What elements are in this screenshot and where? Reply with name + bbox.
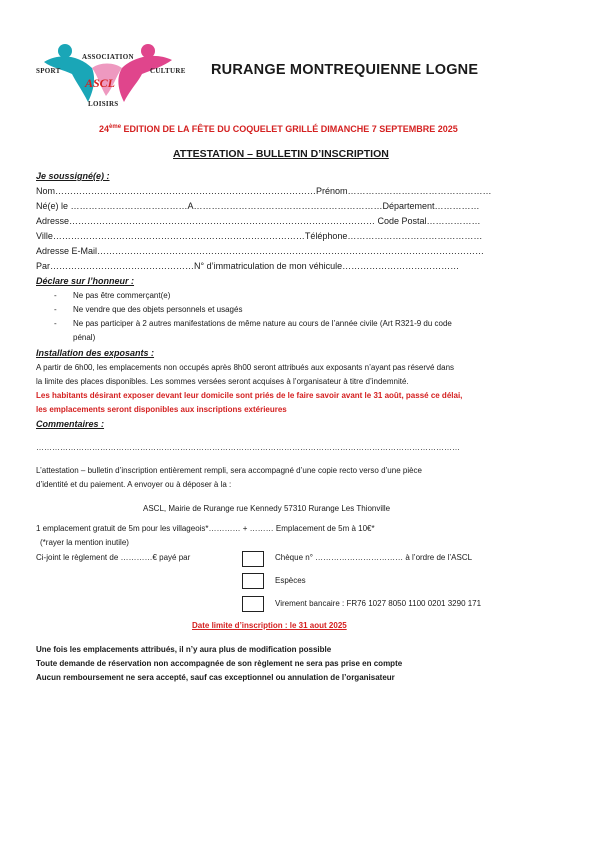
especes-label: Espèces (275, 576, 306, 585)
honneur-bullet: - (54, 305, 57, 314)
form-line-naissance[interactable]: Né(e) le …………………………………A………………………………………………………Département…………… (36, 201, 480, 211)
footer-line: Aucun remboursement ne sera accepté, sauf cas exceptionnel ou annulation de l’organisateur (36, 673, 395, 682)
commentaires-heading: Commentaires : (36, 419, 105, 429)
logo-word-right: CULTURE (150, 67, 186, 75)
honneur-item-continued: pénal) (73, 333, 96, 342)
installation-text: A partir de 6h00, les emplacements non occupés après 8h00 seront attribués aux exposants n’ayant pas réservé dans (36, 363, 455, 372)
honneur-item: Ne pas être commerçant(e) (73, 291, 171, 300)
honneur-bullet: - (54, 319, 57, 328)
form-line-adresse[interactable]: Adresse………………………………………………………………………………………… Code Postal……………… (36, 216, 481, 226)
deadline-notice: Date limite d’inscription : le 31 aout 2025 (192, 621, 347, 630)
logo-word-bottom: LOISIRS (88, 100, 119, 108)
attestation-text: L’attestation – bulletin d’inscription entièrement rempli, sera accompagné d’une copie recto verso d’une pièce (36, 466, 423, 475)
honneur-item: Ne vendre que des objets personnels et usagés (73, 305, 243, 314)
footer-line: Une fois les emplacements attribués, il n’y aura plus de modification possible (36, 645, 332, 654)
virement-checkbox[interactable] (242, 596, 264, 612)
installation-text: la limite des places disponibles. Les sommes versées seront acquises à l’organisateur à titre d’indemnité. (36, 377, 409, 386)
form-line-ville[interactable]: Ville…………………………………………………………………………Téléphone……………………………………… (36, 231, 483, 241)
especes-checkbox[interactable] (242, 573, 264, 589)
honneur-item: Ne pas participer à 2 autres manifestations de même nature au cours de l’année civile (Art R321-9 du code (73, 319, 452, 328)
ascl-logo (30, 38, 190, 116)
document-title: ATTESTATION – BULLETIN D’INSCRIPTION (173, 148, 389, 160)
virement-label: Virement bancaire : FR76 1027 8050 1100 0201 3290 171 (275, 599, 482, 608)
edition-heading (99, 124, 458, 134)
footer-line: Toute demande de réservation non accompagnée de son règlement ne sera pas prise en compte (36, 659, 403, 668)
attestation-text: d’identité et du paiement. A envoyer ou à déposer à la : (36, 480, 232, 489)
form-line-nom[interactable]: Nom……………………………………………………………………………Prénom………………………………………… (36, 186, 492, 196)
installation-warning: les emplacements seront disponibles aux inscriptions extérieures (36, 405, 287, 414)
logo-name: ASCL (85, 76, 116, 90)
soussigne-heading: Je soussigné(e) : (36, 171, 110, 181)
edition-number: 24 (99, 124, 110, 134)
installation-heading: Installation des exposants : (36, 348, 155, 358)
edition-text: EDITION DE LA FÊTE DU COQUELET GRILLÉ DIMANCHE 7 SEPTEMBRE 2025 (121, 124, 458, 134)
emplacement-line[interactable]: 1 emplacement gratuit de 5m pour les villageois*………… + ……… Emplacement de 5m à 10€* (36, 524, 375, 533)
cheque-checkbox[interactable] (242, 551, 264, 567)
cheque-label: Chèque n° …………………………… à l’ordre de l’ASCL (275, 553, 473, 562)
emplacement-note: (*rayer la mention inutile) (40, 538, 129, 547)
commentaires-field[interactable]: …………………………………………………………………………………………………………………………………………… (36, 443, 460, 452)
reglement-line[interactable]: Ci-joint le règlement de …………€ payé par (36, 553, 191, 562)
installation-warning: Les habitants désirant exposer devant leur domicile sont priés de le faire savoir avant le 31 août, passé ce délai, (36, 391, 463, 400)
town-title: RURANGE MONTREQUIENNE LOGNE (211, 62, 479, 78)
form-line-immatriculation[interactable]: Par…………………………………………N° d’immatriculation de mon véhicule………………………………… (36, 261, 460, 271)
logo-word-left: SPORT (36, 67, 61, 75)
form-line-email[interactable]: Adresse E-Mail………………………………………………………………………………………………………………… (36, 246, 485, 256)
honneur-bullet: - (54, 291, 57, 300)
postal-address: ASCL, Mairie de Rurange rue Kennedy 57310 Rurange Les Thionville (143, 504, 391, 513)
honneur-heading: Déclare sur l’honneur : (36, 276, 135, 286)
logo-word-top: ASSOCIATION (82, 53, 134, 61)
edition-superscript: ème (109, 124, 122, 130)
